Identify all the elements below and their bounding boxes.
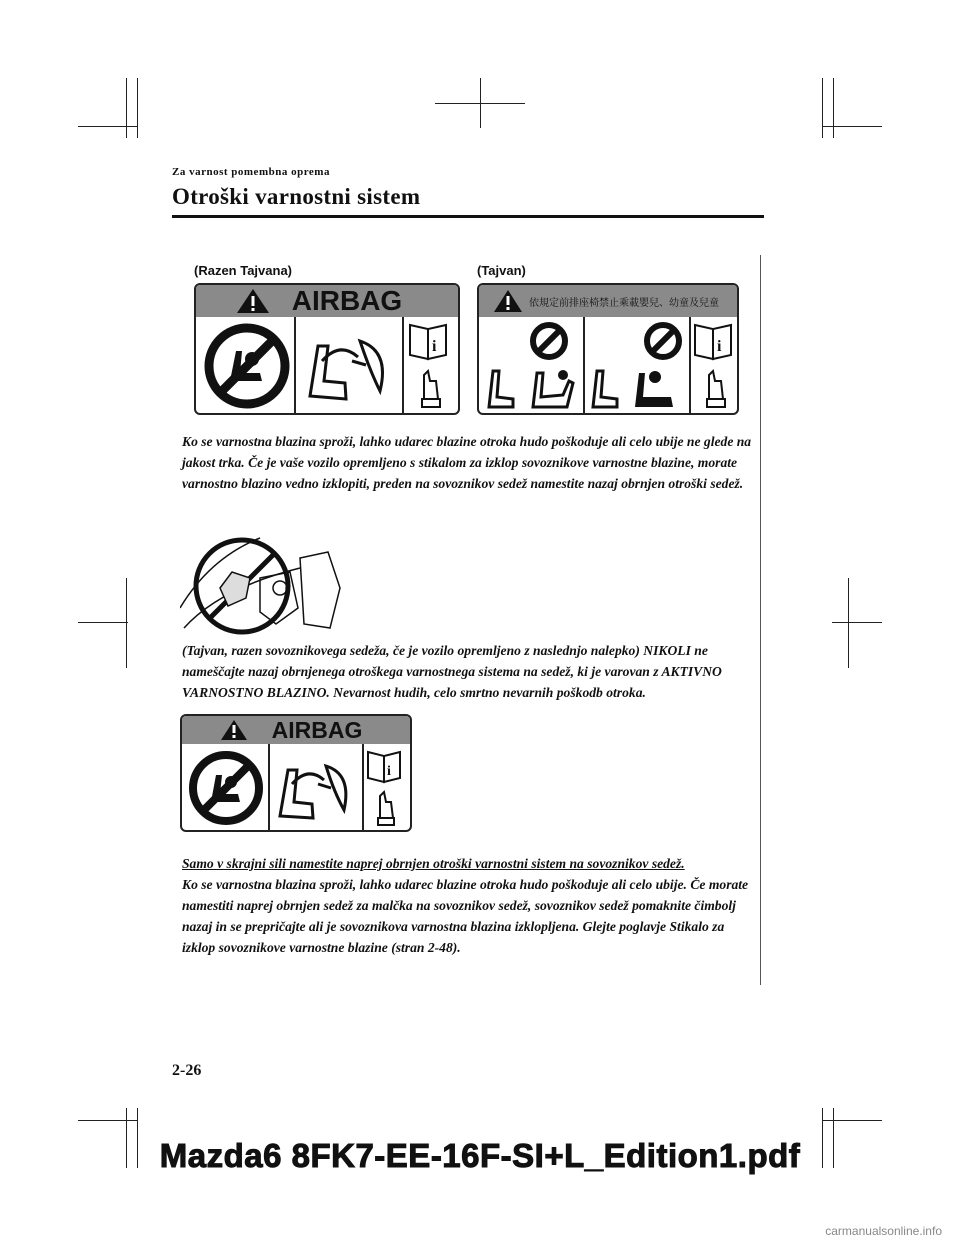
airbag-warning-label — [194, 283, 460, 415]
title-rule — [172, 215, 764, 218]
airbag-deploy-icon — [300, 321, 400, 411]
caption-non-taiwan: (Razen Tajvana) — [194, 263, 293, 278]
crop-mark — [822, 126, 882, 127]
crop-mark — [848, 578, 849, 668]
airbag-warning-label-2 — [180, 714, 412, 832]
crop-mark — [137, 78, 138, 138]
margin-rule — [760, 255, 761, 985]
no-child-seat-icon — [483, 321, 579, 411]
no-infant-seat-icon — [587, 321, 687, 411]
warning-triangle-icon — [236, 288, 270, 314]
svg-text:i: i — [432, 338, 437, 355]
emergency-note-detail: Ko se varnostna blazina sproži, lahko udarec blazine otroka hudo poškoduje ali celo ubije. Če morate namestiti naprej obrnjen sedež za malčka na sovoznikov sedež, sovoznikov sedež pomaknite čimbolj nazaj in se prepričajte ali je sovoznikova varnostna blazina izklopljena. Glejte poglavje Stikalo za izklop sovoznikove varnostne blazine (stran 2-48). — [182, 877, 749, 955]
airbag-child-seat-illustration — [180, 528, 360, 638]
page-title: Otroški varnostni sistem — [172, 184, 421, 209]
warning-paragraph-2: (Tajvan, razen sovoznikovega sedeža, če je vozilo opremljeno z naslednjo nalepko) NIKOLI ne nameščajte nazaj obrnjenega otroškega varnostnega sistema na sedež, ki je varovan z AKTIVNO VARNOSTNO BLAZINO. Nevarnost hudih, celo smrtno nevarnih poškodb otroka. — [182, 643, 722, 700]
document-filename: Mazda6 8FK7-EE-16F-SI+L_Edition1.pdf — [159, 1137, 801, 1174]
warning-paragraph-3 — [182, 853, 758, 958]
crop-mark — [435, 103, 525, 104]
warning-paragraph-1: Ko se varnostna blazina sproži, lahko udarec blazine otroka hudo poškoduje ali celo ubije ne glede na jakost trka. Če je vaše vozilo opremljeno s stikalom za izklop sovoznikove varnostne blazine, morate varnostno blazino vedno izklopiti, preden na sovoznikov sedež namestite nazaj obrnjen otroški sedež. — [182, 434, 752, 491]
crop-mark — [822, 78, 823, 138]
crop-mark — [833, 78, 834, 138]
crop-mark — [78, 1120, 138, 1121]
svg-text:i: i — [387, 764, 391, 779]
manual-book-icon — [366, 748, 406, 828]
caption-taiwan: (Tajvan) — [477, 263, 526, 278]
taiwan-warning-text: 依規定前排座椅禁止乘載嬰兒、幼童及兒童 — [529, 297, 719, 309]
crop-mark — [78, 622, 128, 623]
warning-triangle-icon — [220, 719, 248, 741]
section-label: Za varnost pomembna oprema — [172, 166, 330, 178]
airbag-word: AIRBAG — [271, 716, 363, 743]
manual-book-icon — [693, 321, 737, 411]
no-rear-facing-seat-icon — [202, 321, 292, 411]
svg-text:i: i — [717, 338, 722, 355]
crop-mark — [126, 578, 127, 668]
crop-mark — [78, 126, 138, 127]
warning-triangle-icon — [493, 289, 523, 313]
no-rear-facing-seat-icon — [186, 748, 266, 828]
page-number: 2-26 — [172, 1062, 202, 1079]
airbag-word: AIRBAG — [291, 285, 403, 316]
crop-mark — [822, 1120, 882, 1121]
airbag-deploy-icon — [272, 748, 362, 828]
crop-mark — [126, 78, 127, 138]
crop-mark — [832, 622, 882, 623]
taiwan-warning-label — [477, 283, 739, 415]
manual-book-icon — [408, 321, 452, 411]
emergency-note: Samo v skrajni sili namestite naprej obrnjen otroški varnostni sistem na sovoznikov sedež. — [182, 856, 685, 871]
watermark: carmanualsonline.info — [825, 1224, 942, 1238]
